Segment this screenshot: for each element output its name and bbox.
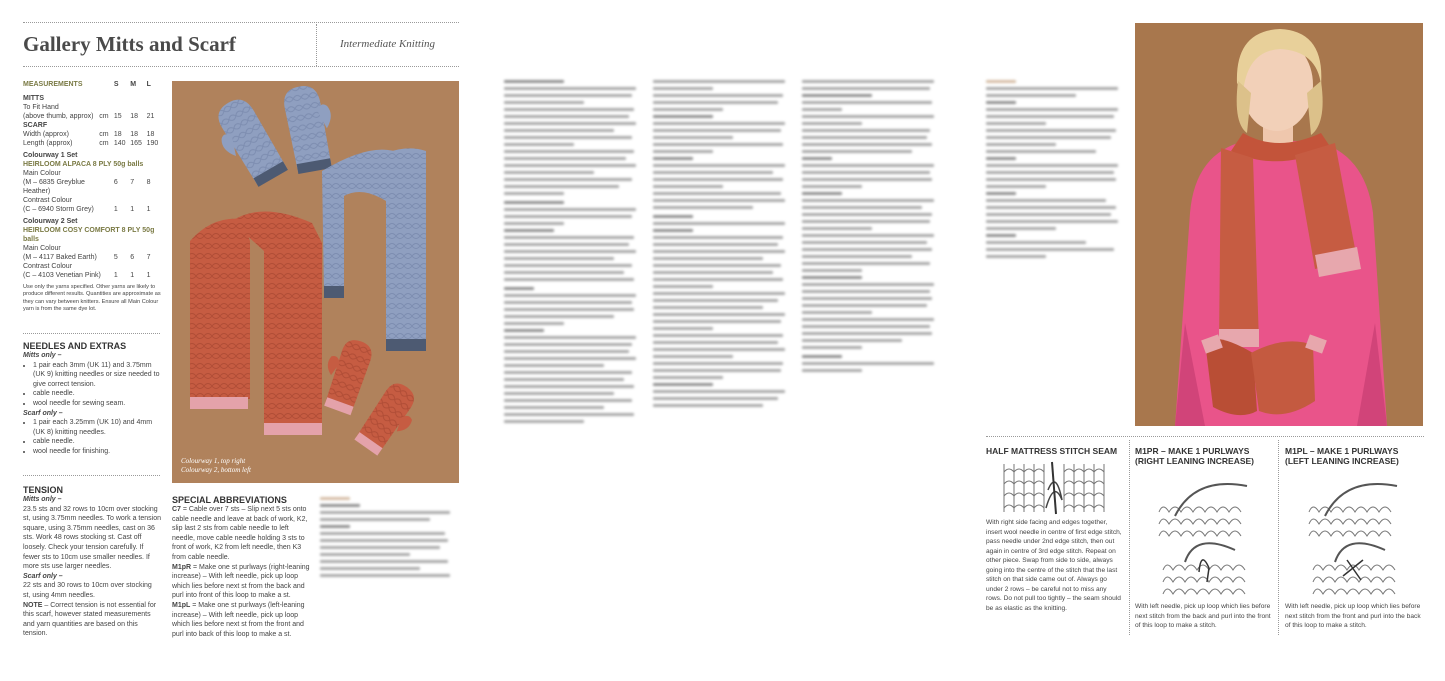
to-fit-l: 21 — [146, 113, 155, 120]
colourway1-main-label: Main Colour — [23, 170, 61, 177]
colourway2-main-l: 7 — [146, 254, 151, 261]
needles-scarf-item: • wool needle for finishing. — [33, 447, 163, 457]
diagrams-divider-2 — [1278, 440, 1279, 635]
needles-mitts-item: • wool needle for sewing seam. — [33, 399, 163, 409]
blue-mitt — [281, 82, 340, 174]
colourway1-heading: Colourway 1 Set — [23, 152, 78, 159]
to-fit-hand-note: (above thumb, approx) — [23, 113, 94, 120]
blue-scarf — [322, 148, 426, 351]
measurements-heading: MEASUREMENTS — [23, 81, 83, 88]
width-m: 18 — [130, 131, 139, 138]
needles-scarf-item: • 1 pair each 3.25mm (UK 10) and 4mm (UK 8) knitting needles. — [33, 418, 163, 437]
tension-mitts-text: 23.5 sts and 32 rows to 10cm over stocking st, using 3.75mm needles. To work a tension square, using 3.75mm needles, cast on 36 sts. Work 48 rows stocking st. Cast off loosely. Check your tension carefully. If fewer sts to 10cm use smaller needles. If more sts use larger needles. — [23, 505, 162, 571]
diagram-mattress-stitch — [986, 446, 1123, 613]
needles-scarf-item: • cable needle. — [33, 437, 163, 447]
colourway1-contrast-s: 1 — [113, 206, 118, 213]
length-l: 190 — [146, 140, 159, 147]
colourway1-contrast-m: 1 — [130, 206, 135, 213]
to-fit-m: 18 — [130, 113, 139, 120]
colourway2-main-code: (M – 4117 Baked Earth) — [23, 254, 97, 261]
colourway1-main-m: 7 — [130, 179, 135, 186]
abbreviation-term: M1pR — [172, 563, 192, 571]
abbreviations-heading: SPECIAL ABBREVIATIONS — [172, 495, 287, 505]
blue-mitt — [206, 94, 288, 192]
abbreviation-term: C7 — [172, 506, 181, 513]
diagram-text: With right side facing and edges together, insert wool needle in centre of first edge stitch, pass needle under 2nd edge stitch, then out again in centre of 3rd edge stitch. Repeat on other piece. Swap from side to side, always going into the centre of the stitch that the last stitch on that side came out of. Always go under 2 rows – be careful not to miss any rows. Do not pull too tightly – the seam should be as elastic as the knitting. — [986, 519, 1122, 612]
diagram-m1pl — [1285, 446, 1423, 631]
diagram-title: M1PL – MAKE 1 PURLWAYS (LEFT LEANING INCREASE) — [1285, 446, 1399, 466]
tension-mitts-only: Mitts only – — [23, 496, 62, 503]
width-label: Width (approx) — [23, 131, 69, 138]
tension-note — [23, 601, 161, 639]
width-s: 18 — [113, 131, 122, 138]
model-photo — [1135, 23, 1423, 426]
diagram-text: With left needle, pick up loop which lies before next stitch from the front and purl into the back of this loop to make a stitch. — [1285, 603, 1421, 629]
measurements-block — [23, 80, 163, 314]
needles-block — [23, 341, 163, 457]
abbreviation-text: = Cable over 7 sts – Slip next 5 sts onto cable needle and leave at back of work, K2, slip last 2 sts from cable needle to left needle, move cable needle holding 3 sts to front of work, K2 from left needle, then K3 from cable needle. — [172, 506, 308, 561]
diagram-title: HALF MATTRESS STITCH SEAM — [986, 446, 1118, 456]
blurred-instructions-col-2 — [653, 80, 793, 411]
diagram-m1pr — [1135, 446, 1273, 631]
caption-line-2: Colourway 2, bottom left — [181, 466, 251, 474]
diagrams-divider-1 — [1129, 440, 1130, 635]
length-label: Length (approx) — [23, 140, 73, 147]
yarn-note: Use only the yarns specified. Other yarns are likely to produce different results. Quantities are approximate as they can vary between knitters. Ensure all Main Colour yarn is from the same dye lot. — [23, 284, 161, 313]
abbreviation-item — [172, 601, 312, 639]
red-scarf — [190, 211, 322, 435]
colourway2-yarn: HEIRLOOM COSY COMFORT 8 PLY 50g balls — [23, 227, 155, 243]
blurred-instructions-col-1 — [504, 80, 644, 427]
model-mitt — [1251, 341, 1315, 414]
product-photo-illustration — [172, 81, 459, 483]
colourway1-contrast-label: Contrast Colour — [23, 197, 73, 204]
colourway1-main-l: 8 — [146, 179, 151, 186]
needles-scarf-list — [23, 418, 163, 456]
caption-line-1: Colourway 1, top right — [181, 457, 246, 465]
size-m: M — [130, 81, 137, 88]
mitts-label: MITTS — [23, 95, 44, 102]
blurred-instructions-col-0 — [320, 497, 460, 581]
tension-rule — [23, 475, 160, 476]
colourway1-main-code: (M – 6835 Greyblue Heather) — [23, 179, 85, 195]
model-scarf-left-end — [1219, 148, 1259, 343]
abbreviation-text: = Make one st purlways (left-leaning increase) – With left needle, pick up loop which lies before next st from the front and purl into back of this loop to make a st. — [172, 601, 305, 638]
diagram-text: With left needle, pick up loop which lies before next stitch from the back and purl into the front of this loop to make a stitch. — [1135, 603, 1271, 629]
photo-caption — [181, 457, 251, 475]
to-fit-unit: cm — [99, 113, 109, 120]
needles-mitts-item: • cable needle. — [33, 389, 163, 399]
width-l: 18 — [146, 131, 155, 138]
tension-scarf-only: Scarf only – — [23, 572, 63, 580]
colourway2-contrast-label: Contrast Colour — [23, 263, 73, 270]
red-mitt — [314, 333, 376, 415]
diagram-title: M1PR – MAKE 1 PURLWAYS (RIGHT LEANING INCREASE) — [1135, 446, 1254, 466]
colourway1-yarn: HEIRLOOM ALPACA 8 PLY 50g balls — [23, 161, 144, 168]
blurred-instructions-col-4 — [986, 80, 1126, 262]
product-photo — [172, 81, 459, 483]
needles-mitts-list — [23, 361, 163, 409]
length-m: 165 — [130, 140, 142, 147]
header-rule-bottom — [23, 66, 459, 67]
needles-heading: NEEDLES AND EXTRAS — [23, 341, 127, 351]
colourway2-heading: Colourway 2 Set — [23, 218, 78, 225]
length-unit: cm — [99, 140, 109, 147]
abbreviation-item — [172, 563, 312, 601]
colourway2-main-m: 6 — [130, 254, 135, 261]
red-mitt — [353, 379, 427, 461]
m1pl-diagram — [1285, 472, 1423, 600]
skill-level: Intermediate Knitting — [340, 38, 436, 50]
measurements-table — [23, 80, 161, 280]
needles-mitts-item: • 1 pair each 3mm (UK 11) and 3.75mm (UK 9) knitting needles or size needed to give correct tension. — [33, 361, 163, 390]
header-divider — [316, 24, 317, 66]
colourway2-contrast-code: (C – 4103 Venetian Pink) — [23, 272, 101, 279]
m1pr-diagram — [1135, 472, 1273, 600]
mattress-stitch-diagram — [986, 460, 1123, 516]
colourway2-contrast-m: 1 — [130, 272, 135, 279]
model-photo-illustration — [1135, 23, 1423, 426]
abbreviations-block — [172, 495, 312, 639]
tension-block — [23, 485, 161, 639]
size-l: L — [146, 81, 151, 88]
width-unit: cm — [99, 131, 109, 138]
needles-mitts-only: Mitts only – — [23, 352, 62, 359]
colourway1-main-s: 6 — [113, 179, 118, 186]
colourway2-main-s: 5 — [113, 254, 118, 261]
to-fit-s: 15 — [113, 113, 122, 120]
tension-heading: TENSION — [23, 485, 64, 495]
abbreviation-text: = Make one st purlways (right-leaning increase) – With left needle, pick up loop which lies before next st from the back and purl into front of this loop to make a st. — [172, 563, 310, 600]
diagrams-rule — [986, 436, 1424, 437]
header-rule-top — [23, 22, 459, 23]
colourway2-contrast-l: 1 — [146, 272, 151, 279]
tension-note-label: NOTE — [23, 601, 43, 609]
blurred-instructions-col-3 — [802, 80, 942, 376]
colourway2-main-label: Main Colour — [23, 245, 61, 252]
abbreviation-item — [172, 505, 312, 563]
colourway2-contrast-s: 1 — [113, 272, 118, 279]
tension-scarf-text: 22 sts and 30 rows to 10cm over stocking st, using 4mm needles. — [23, 582, 152, 599]
to-fit-hand-label: To Fit Hand — [23, 104, 59, 111]
colourway1-contrast-l: 1 — [146, 206, 151, 213]
colourway1-contrast-code: (C – 6940 Storm Grey) — [23, 206, 94, 213]
needles-rule — [23, 333, 160, 334]
needles-scarf-only: Scarf only – — [23, 409, 63, 417]
tension-note-text: – Correct tension is not essential for this scarf, however stated measurements and yarn quantities are based on this tension. — [23, 601, 157, 638]
length-s: 140 — [113, 140, 126, 147]
size-s: S — [113, 81, 119, 88]
page-title: Gallery Mitts and Scarf — [23, 32, 236, 56]
scarf-label: SCARF — [23, 122, 48, 129]
abbreviation-term: M1pL — [172, 601, 191, 609]
